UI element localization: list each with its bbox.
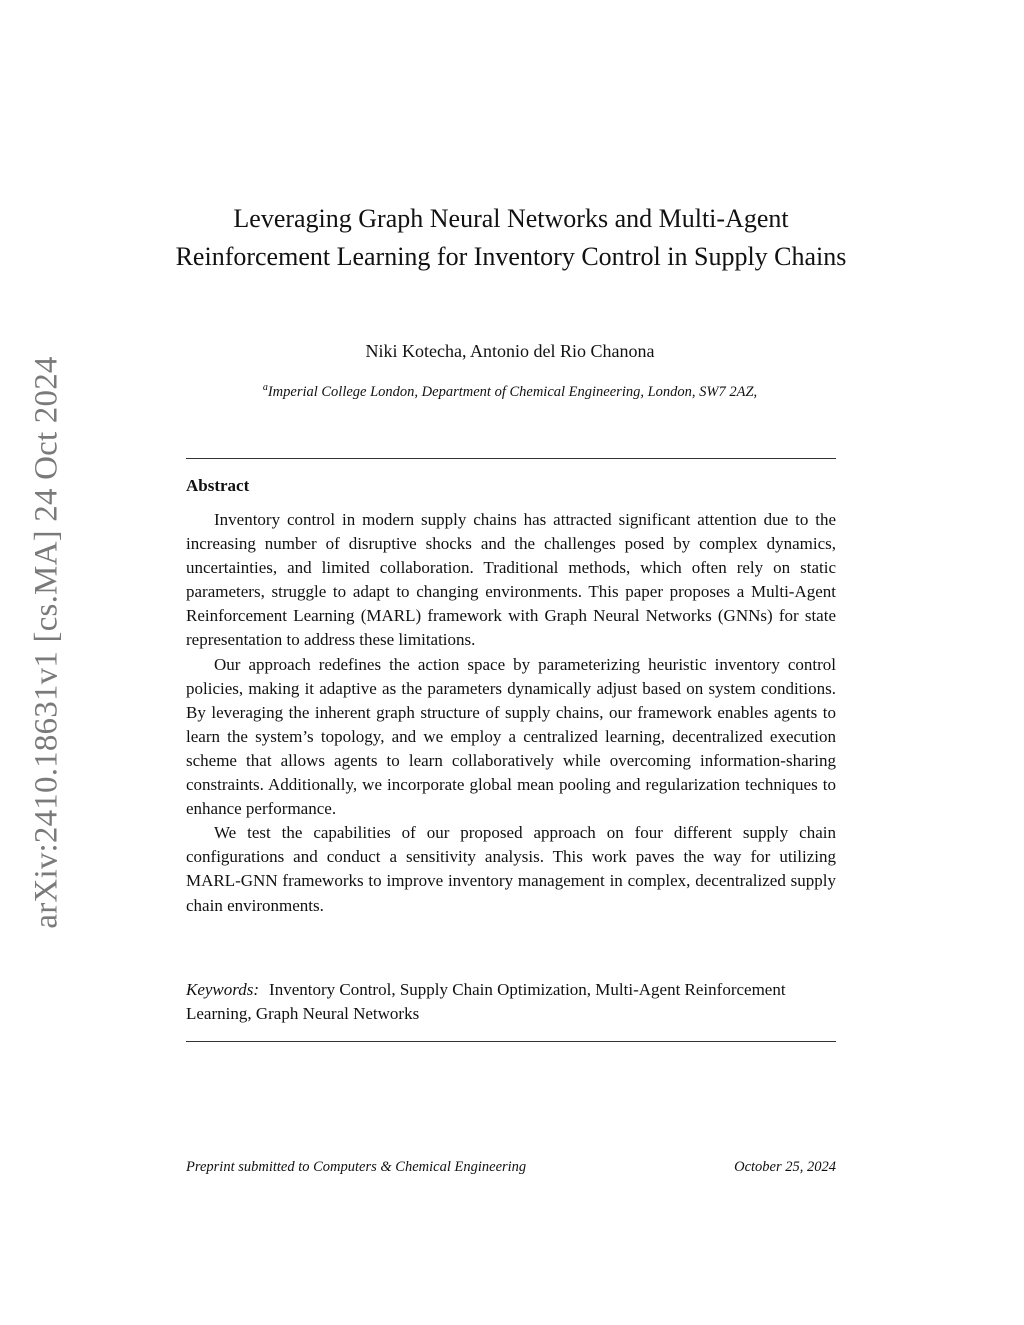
abstract-paragraph: We test the capabilities of our proposed approach on four different supply chain configurations and conduct a sensitivity analysis. This work paves the way for utilizing MARL-GNN frameworks to improve inventory management in complex, decentralized supply chain environments. [186,823,836,915]
bottom-divider [186,1041,836,1042]
arxiv-identifier: arXiv:2410.18631v1 [cs.MA] 24 Oct 2024 [28,355,65,929]
abstract-heading: Abstract [186,476,250,495]
affiliation-marker: a [262,382,268,393]
authors: Niki Kotecha, Antonio del Rio Chanona [365,341,655,361]
keywords-text: Inventory Control, Supply Chain Optimization, Multi-Agent Reinforcement Learning, Graph Neural Networks [186,980,786,1023]
abstract-paragraph: Our approach redefines the action space by parameterizing heuristic inventory control policies, making it adaptive as the parameters dynamically adjust based on system conditions. By leveraging the inherent graph structure of supply chains, our framework enables agents to learn the system’s topology, and we employ a centralized learning, decentralized execution scheme that allows agents to learn collaboratively while overcoming information-sharing constraints. Additionally, we incorporate global mean pooling and regularization techniques to enhance performance. [186,654,836,819]
arxiv-stamp [18,346,76,938]
top-divider [186,458,836,459]
abstract-paragraph: Inventory control in modern supply chains has attracted significant attention due to the increasing number of disruptive shocks and the challenges posed by complex dynamics, uncertainties, and limited collaboration. Traditional methods, which often rely on static parameters, struggle to adapt to changing environments. This paper proposes a Multi-Agent Reinforcement Learning (MARL) framework with Graph Neural Networks (GNNs) for state representation to address these limitations. [186,510,836,650]
footer-date: October 25, 2024 [734,1159,836,1175]
abstract-body [186,508,836,918]
affiliation-text: Imperial College London, Department of Chemical Engineering, London, SW7 2AZ, [267,383,758,400]
paper-title: Leveraging Graph Neural Networks and Multi-Agent Reinforcement Learning for Inventory Control in Supply Chains [175,204,847,271]
keywords [186,978,836,1026]
keywords-label: Keywords: [186,980,260,999]
preprint-note: Preprint submitted to Computers & Chemical Engineering [186,1159,527,1175]
affiliation [170,378,850,402]
